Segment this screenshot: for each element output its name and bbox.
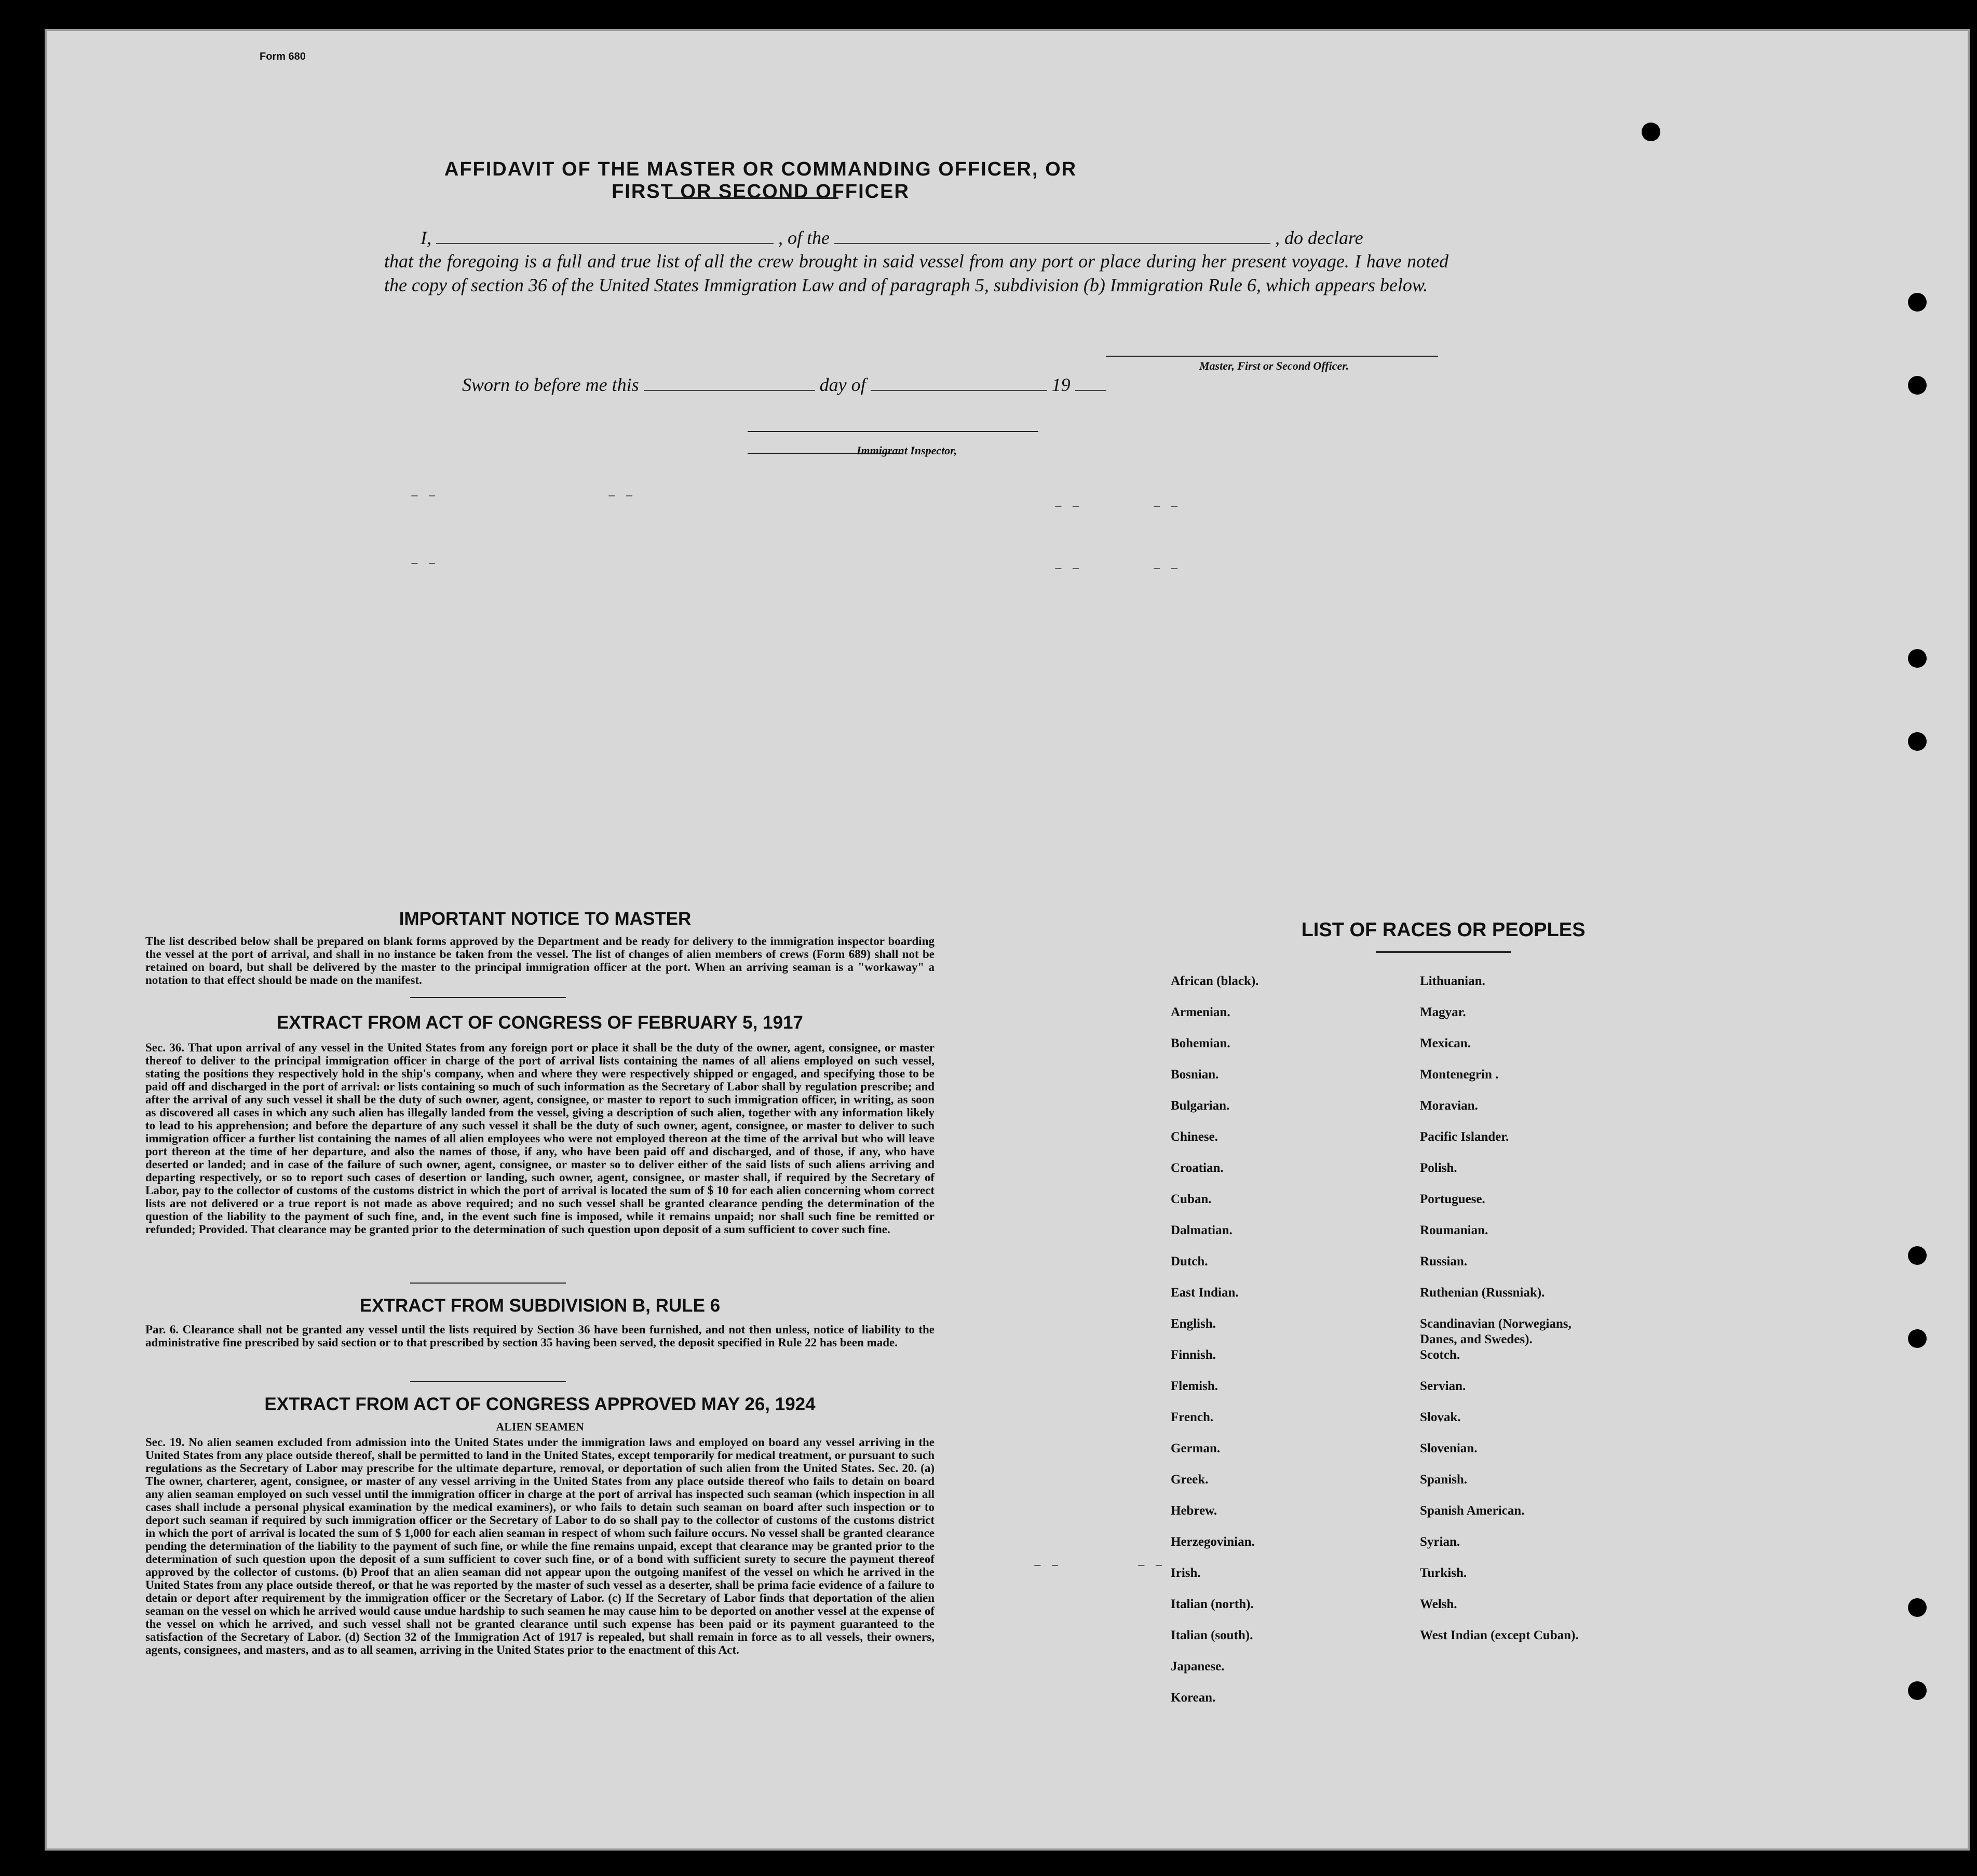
year-prefix: 19 — [1051, 374, 1071, 395]
punch-hole — [1908, 293, 1927, 312]
month-blank — [871, 390, 1047, 391]
race-item: Ruthenian (Russniak). — [1420, 1286, 1545, 1300]
punch-hole — [1908, 732, 1927, 751]
title-underline — [667, 197, 838, 199]
rule6-text: Par. 6. Clearance shall not be granted any vessel until the lists required by Section 36 have been furnished, and not then unless, notice of liability to the administrative fine prescribed by said section or to that prescribed by section 35 having been served, the deposit specified in Rule 22 has been made. — [145, 1323, 935, 1349]
faint-mark: – – — [1153, 498, 1179, 515]
faint-mark: – – — [1054, 498, 1080, 515]
race-item: Herzegovinian. — [1171, 1535, 1255, 1549]
vessel-blank — [834, 243, 1270, 244]
extract-1917-text: Sec. 36. That upon arrival of any vessel in the United States from any foreign port or place it shall be the duty of the owner, agent, consignee, or master thereof to deliver to the principal immigration officer in charge of the port of arrival lists containing the names of all aliens employed on such vessel, stating the positions they respectively hold in the ship's company, when and where they were respectively shipped or engaged, and specifying those to be paid off and discharged in the port of arrival: or lists containing so much of such information as the Secretary of Labor shall by regulation prescribe; and after the arrival of any such vessel it shall be the duty of such owner, agent, consignee, or master to report to such immigration officer, in writing, as soon as discovered all cases in which any such alien has illegally landed from the vessel, giving a description of such alien, together with any information likely to lead to his apprehension; and before the departure of any such vessel it shall be the duty of such owner, agent, consignee, or master to deliver to such immigration officer a further list containing the names of all alien employees who were not employed thereon at the time of the arrival but who will leave port thereon at the time of her departure, and also the names of those, if any, who have been paid off and discharged, and of those, if any, who have deserted or landed; and in case of the failure of such owner, agent, consignee, or master so to deliver either of the said lists of such aliens arriving and departing respectively, or so to report such cases of desertion or landing, such owner, agent, consignee, or master shall, if required by the Secretary of Labor, pay to the collector of customs of the customs district in which the port of arrival is located the sum of $ 10 for each alien concerning whom correct lists are not delivered or a true report is not made as above required; and no such vessel shall be granted clearance pending the determination of the question of the liability to the payment of such fine, and, in the event such fine is imposed, while it remains unpaid; nor shall such fine be remitted or refunded; Provided. That clearance may be granted prior to the determination of such question upon deposit of a sum sufficient to cover such fine. — [145, 1041, 935, 1236]
race-item: Montenegrin . — [1420, 1068, 1499, 1082]
race-item: Turkish. — [1420, 1566, 1467, 1580]
extract-1924-text: Sec. 19. No alien seamen excluded from admission into the United States under the immigration laws and employed on board any vessel arriving in the United States from any place outside thereof, shall be permitted to land in the United States, except temporarily for medical treatment, or pursuant to such regulations as the Secretary of Labor may prescribe for the ultimate departure, removal, or deportation of such alien from the United States. Sec. 20. (a) The owner, charterer, agent, consignee, or master of any vessel arriving in the United States from any place outside thereof who fails to detain on board any alien seaman employed on such vessel until the immigration officer in charge at the port of arrival has inspected such seaman (which inspection in all cases shall include a personal physical examination by the medical examiners), or who fails to detain such seaman on board after such inspection or to deport such seaman if required by such immigration officer or the Secretary of Labor to do so shall pay to the collector of customs of the customs district in which the port of arrival is located the sum of $ 1,000 for each alien seaman in respect of whom such failure occurs. No vessel shall be granted clearance pending the determination of the liability to the payment of such fine, or while the fine remains unpaid, except that clearance may be granted prior to the determination of such question upon the deposit of a sum sufficient to cover such fine, or of a bond with sufficient surety to secure the payment thereof approved by the collector of customs. (b) Proof that an alien seaman did not appear upon the outgoing manifest of the vessel on which he arrived in the United States from any place outside thereof, or that he was reported by the master of such vessel as a deserter, shall be prima facie evidence of a failure to detain or deport after requirement by the immigration officer or the Secretary of Labor. (c) If the Secretary of Labor finds that deportation of the alien seaman on the vessel on which he arrived would cause undue hardship to such seamen he may cause him to be deported on another vessel at the expense of the vessel on which he arrived, and such vessel shall not be granted clearance until such expense has been paid or its payment guaranteed to the satisfaction of the Secretary of Labor. (d) Section 32 of the Immigration Act of 1917 is repealed, but shall remain in force as to all vessels, their owners, agents, consignees, and masters, and as to all seamen, arriving in the United States prior to the enactment of this Act. — [145, 1436, 935, 1656]
extract-1917-title: EXTRACT FROM ACT OF CONGRESS OF FEBRUARY 5, 1917 — [277, 1013, 803, 1033]
extract-1924-title: EXTRACT FROM ACT OF CONGRESS APPROVED MAY 26, 1924 — [264, 1394, 816, 1414]
race-item: Bosnian. — [1171, 1068, 1219, 1082]
race-item: Korean. — [1171, 1691, 1216, 1705]
race-item: Syrian. — [1420, 1535, 1460, 1549]
race-item: Flemish. — [1171, 1379, 1218, 1393]
race-item: Scandinavian (Norwegians, Danes, and Swedes). — [1420, 1317, 1572, 1346]
race-item: German. — [1171, 1441, 1221, 1455]
master-signature-line — [1106, 356, 1438, 357]
race-item: English. — [1171, 1317, 1216, 1331]
race-item: Bulgarian. — [1171, 1099, 1230, 1113]
inspector-label: Immigrant Inspector, — [857, 444, 957, 457]
name-blank — [436, 243, 774, 244]
day-blank — [644, 390, 815, 391]
races-divider — [1376, 951, 1511, 953]
faint-mark: – – — [410, 556, 437, 572]
faint-mark: – – — [607, 488, 634, 504]
race-item: Moravian. — [1420, 1099, 1478, 1113]
race-item: Scotch. — [1420, 1348, 1460, 1362]
affidavit-i: I, — [421, 227, 431, 248]
race-item: Spanish American. — [1420, 1504, 1525, 1518]
faint-mark: – – — [410, 488, 437, 504]
race-item: Greek. — [1171, 1473, 1209, 1487]
form-number: Form 680 — [260, 51, 306, 62]
faint-mark: – – — [1033, 1558, 1060, 1574]
race-item: Finnish. — [1171, 1348, 1216, 1362]
race-item: Pacific Islander. — [1420, 1130, 1509, 1144]
notice-title: IMPORTANT NOTICE TO MASTER — [399, 909, 692, 929]
race-item: Roumanian. — [1420, 1223, 1488, 1237]
day-of-text: day of — [819, 374, 866, 395]
race-item: Welsh. — [1420, 1597, 1457, 1611]
race-item: Servian. — [1420, 1379, 1466, 1393]
punch-hole — [1908, 649, 1927, 668]
race-item: East Indian. — [1171, 1286, 1239, 1300]
extract-1917-divider — [410, 1283, 566, 1284]
race-item: Italian (south). — [1171, 1628, 1253, 1642]
race-item: Bohemian. — [1171, 1036, 1230, 1050]
race-item: West Indian (except Cuban). — [1420, 1628, 1579, 1642]
notice-divider — [410, 997, 566, 998]
race-item: French. — [1171, 1410, 1214, 1424]
race-item: Spanish. — [1420, 1473, 1468, 1487]
master-label: Master, First or Second Officer. — [1199, 359, 1349, 372]
race-item: Hebrew. — [1171, 1504, 1217, 1518]
form-sheet — [47, 31, 1968, 1848]
faint-mark: – – — [1153, 561, 1179, 577]
faint-mark: – – — [1137, 1558, 1163, 1574]
sworn-text: Sworn to before me this — [462, 374, 639, 395]
race-item: Chinese. — [1171, 1130, 1218, 1144]
punch-hole — [1908, 1329, 1927, 1348]
punch-hole — [1908, 1681, 1927, 1700]
race-item: Japanese. — [1171, 1659, 1225, 1673]
year-blank — [1075, 390, 1106, 391]
race-item: Dalmatian. — [1171, 1223, 1233, 1237]
affidavit-first-line — [384, 226, 1448, 250]
affidavit-of-the: , of the — [778, 227, 830, 248]
race-item: Portuguese. — [1420, 1192, 1485, 1206]
punch-hole — [1642, 123, 1660, 141]
races-title: LIST OF RACES OR PEOPLES — [1301, 919, 1586, 941]
race-item: Armenian. — [1171, 1005, 1230, 1019]
punch-hole — [1908, 376, 1927, 395]
affidavit-title: AFFIDAVIT OF THE MASTER OR COMMANDING OFFICER, OR FIRST OR SECOND OFFICER — [444, 158, 1077, 203]
race-item: Slovak. — [1420, 1410, 1461, 1424]
race-item: Dutch. — [1171, 1254, 1208, 1268]
inspector-signature-line — [748, 431, 1038, 432]
race-item: Italian (north). — [1171, 1597, 1254, 1611]
extract-1924-subtitle: ALIEN SEAMEN — [496, 1420, 584, 1433]
race-item: African (black). — [1171, 974, 1259, 988]
race-item: Lithuanian. — [1420, 974, 1485, 988]
race-item: Russian. — [1420, 1254, 1468, 1268]
race-item: Polish. — [1420, 1161, 1457, 1175]
race-item: Mexican. — [1420, 1036, 1471, 1050]
race-item: Slovenian. — [1420, 1441, 1478, 1455]
affidavit-declare: , do declare — [1275, 227, 1363, 248]
affidavit-body: that the foregoing is a full and true list of all the crew brought in said vessel from any port or place during her present voyage. I have noted the copy of section 36 of the United States Immigration Law and of paragraph 5, subdivision (b) Immigration Rule 6, which appears below. — [384, 251, 1448, 295]
punch-hole — [1908, 1246, 1927, 1265]
race-item: Magyar. — [1420, 1005, 1466, 1019]
faint-mark: – – — [1054, 561, 1080, 577]
race-item: Cuban. — [1171, 1192, 1212, 1206]
notice-text: The list described below shall be prepared on blank forms approved by the Department and be ready for delivery to the immigration inspector boarding the vessel at the port of arrival, and shall in no instance be taken from the vessel. The list of changes of alien members of crews (Form 689) shall not be retained on board, but shall be delivered by the master to the principal immigration officer at the port. When an arriving seaman is a "workaway" a notation to that effect should be made on the manifest. — [145, 935, 935, 987]
race-item: Irish. — [1171, 1566, 1201, 1580]
rule6-title: EXTRACT FROM SUBDIVISION B, RULE 6 — [359, 1295, 721, 1316]
rule6-divider — [410, 1381, 566, 1382]
race-item: Croatian. — [1171, 1161, 1224, 1175]
punch-hole — [1908, 1598, 1927, 1617]
sworn-line — [462, 374, 1106, 396]
